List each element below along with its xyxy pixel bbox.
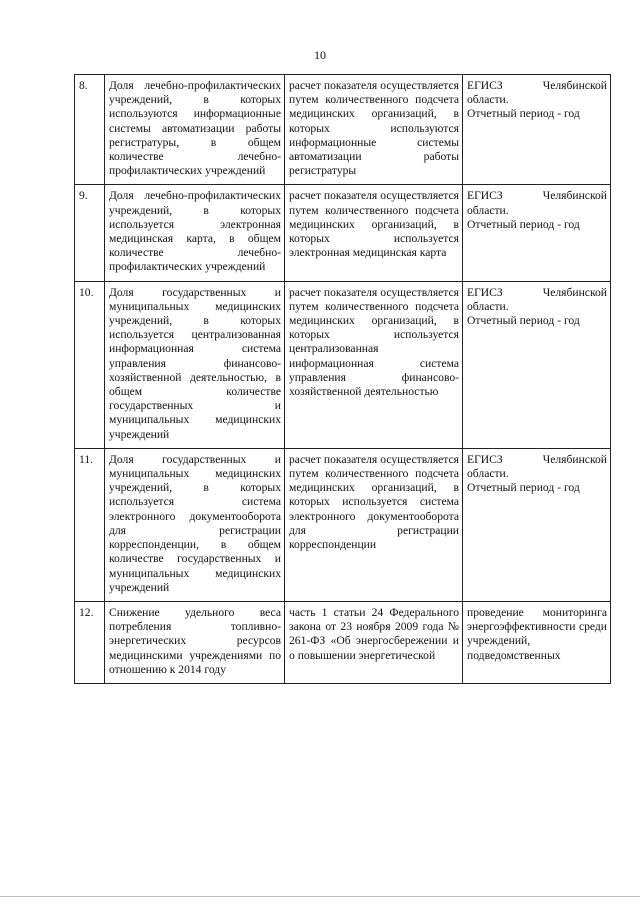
page-number: 10: [314, 48, 326, 62]
source-cell: проведение мониторинга энергоэффективности среди учреждений, подведомственных: [467, 605, 607, 662]
source-cell: ЕГИСЗ Челябинской области. Отчетный период - год: [467, 79, 607, 121]
source-cell: ЕГИСЗ Челябинской области. Отчетный период - год: [467, 452, 607, 495]
row-number: 9.: [75, 185, 105, 281]
row-number: 8.: [75, 75, 105, 185]
table-row: [75, 448, 611, 601]
page-bottom-divider: [0, 896, 640, 897]
method-cell: расчет показателя осуществляется путем количественного подсчета медицинских организаций, в которых используется система электронного документооборота для регистрации корреспонденции: [289, 452, 459, 552]
table-row: [75, 601, 611, 683]
row-number: 11.: [75, 448, 105, 601]
indicator-cell: Доля лечебно-профилактических учреждений, в которых используется электронная медицинская карта, в общем количестве лечебно-профилактических учреждений: [109, 189, 281, 274]
method-cell: расчет показателя осуществляется путем количественного подсчета медицинских организаций, в которых используется централизованная информационная система управления финансово-хозяйственной деятельностью: [289, 285, 459, 399]
indicator-cell: Доля государственных и муниципальных медицинских учреждений, в которых используется централизованная информационная система управления финансово-хозяйственной деятельностью, в общем количестве государственных и муниципальных медицинских учреждений: [109, 285, 281, 441]
indicator-cell: Доля государственных и муниципальных медицинских учреждений, в которых используется система электронного документооборота для регистрации корреспонденции, в общем количестве государственных и муниципальных медицинских учреждений: [109, 452, 281, 594]
table-row: [75, 75, 611, 185]
source-cell: ЕГИСЗ Челябинской области. Отчетный период - год: [467, 189, 607, 231]
row-number: 12.: [75, 601, 105, 683]
table-row: [75, 281, 611, 448]
method-cell: расчет показателя осуществляется путем количественного подсчета медицинских организаций, в которых используется электронная медицинская карта: [289, 189, 459, 260]
indicators-table: [74, 74, 611, 684]
table-row: [75, 185, 611, 281]
source-cell: ЕГИСЗ Челябинской области. Отчетный период - год: [467, 285, 607, 328]
indicator-cell: Доля лечебно-профилактических учреждений, в которых используются информационные системы автоматизации работы регистратуры, в общем количестве лечебно-профилактических учреждений: [109, 79, 281, 178]
row-number: 10.: [75, 281, 105, 448]
indicator-cell: Снижение удельного веса потребления топливно-энергетических ресурсов медицинскими учреждениями по отношению к 2014 году: [109, 605, 281, 676]
method-cell: расчет показателя осуществляется путем количественного подсчета медицинских организаций, в которых используются информационные системы автоматизации работы регистратуры: [289, 79, 459, 178]
method-cell: часть 1 статьи 24 Федерального закона от 23 ноября 2009 года № 261-ФЗ «Об энергосбережении и о повышении энергетической: [289, 605, 459, 662]
